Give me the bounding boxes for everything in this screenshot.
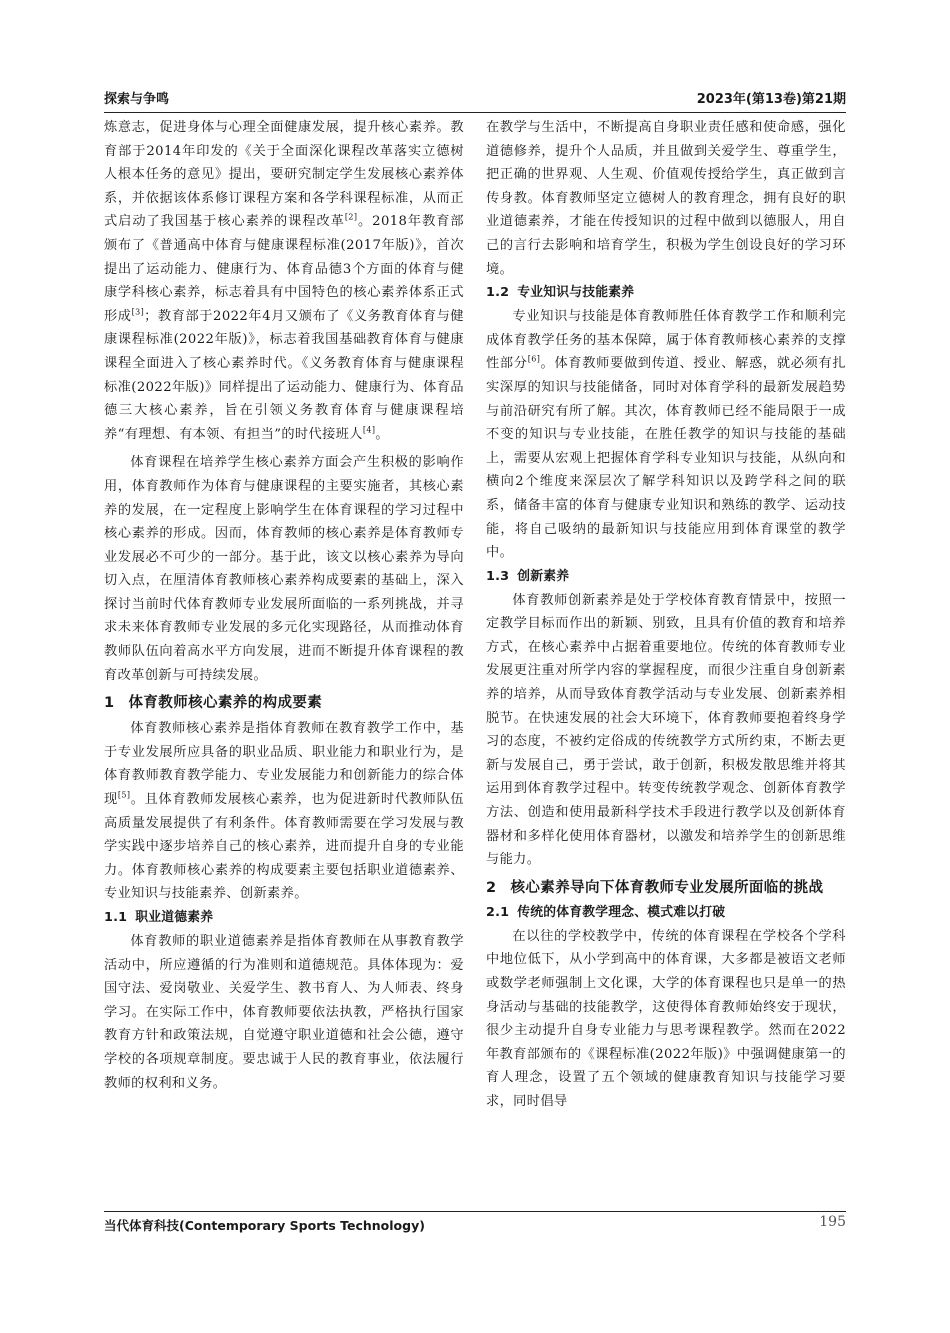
paragraph: 专业知识与技能是体育教师胜任体育教学工作和顺利完成体育教学任务的基本保障，属于体育教师核心素养的支撑性部分[6]。体育教师要做到传道、授业、解惑，就必须有扎实深厚的知识与技能储备，同时对体育学科的最新发展趋势与前沿研究有所了解。其次，体育教师已经不能局限于一成不变的知识与专业技能，在胜任教学的知识与技能的基础上，需要从宏观上把握体育学科专业知识与技能，从纵向和横向2个维度来深层次了解学科知识以及跨学科之间的联系，储备丰富的体育与健康专业知识和熟练的教学、运动技能，将自己吸纳的最新知识与技能应用到体育课堂的教学中。: [486, 309, 846, 561]
left-column: [104, 116, 464, 1095]
subsection-heading: 1.1 职业道德素养: [104, 910, 214, 925]
citation: [3]: [131, 307, 145, 317]
page-footer: [104, 1216, 846, 1236]
citation: [6]: [527, 354, 541, 364]
paragraph: 体育教师的职业道德素养是指体育教师在从事教育教学活动中，所应遵循的行为准则和道德规范。具体体现为：爱国守法、爱岗敬业、关爱学生、教书育人、为人师表、终身学习。在实际工作中，体育教师要依法执教，严格执行国家教育方针和政策法规，自觉遵守职业道德和社会公德，遵守学校的各项规章制度。要忠诚于人民的教育事业，依法履行教师的权利和义务。: [104, 934, 464, 1091]
header-section: 探索与争鸣: [104, 92, 170, 107]
paragraph: 体育教师核心素养是指体育教师在教育教学工作中，基于专业发展所应具备的职业品质、职业能力和职业行为，是体育教师教育教学能力、专业发展能力和创新能力的综合体现[5]。且体育教师发展核心素养，也为促进新时代教师队伍高质量发展提供了有利条件。体育教师需要在学习发展与教学实践中逐步培养自己的核心素养，进而提升自身的专业能力。体育教师核心素养的构成要素主要包括职业道德素养、专业知识与技能素养、创新素养。: [104, 721, 464, 902]
subsection-heading: 1.3 创新素养: [486, 568, 570, 584]
citation: [2]: [344, 212, 358, 222]
citation: [5]: [117, 790, 131, 800]
header-issue: 2023年(第13卷)第21期: [696, 92, 846, 107]
footer-rule: [104, 1211, 846, 1212]
header-rule: [104, 112, 846, 113]
paragraph: 体育教师创新素养是处于学校体育教育情景中，按照一定教学目标而作出的新颖、别致，且具有价值的教育和培养方式，在核心素养中占据着重要地位。传统的体育教师专业发展更注重对所学内容的掌握程度，而很少注重自身创新素养的培养，从而导致体育教学活动与专业发展、创新素养相脱节。在快速发展的社会大环境下，体育教师要抱着终身学习的态度，不被约定俗成的传统教学方式所约束，不断去更新与发展自己，勇于尝试，敢于创新，积极发散思维并将其运用到体育教学过程中。转变传统教学观念、创新体育教学方法、创造和使用最新科学技术手段进行教学以及创新体育器材和多样化使用体育器材，以激发和培养学生的创新思维与能力。: [486, 592, 846, 868]
right-column: [486, 116, 846, 1114]
citation: [4]: [362, 425, 376, 435]
subsection-heading: 1.2 专业知识与技能素养: [486, 285, 635, 301]
paragraph: 在教学与生活中，不断提高自身职业责任感和使命感，强化道德修养，提升个人品质，并且做到关爱学生、尊重学生，把正确的世界观、人生观、价值观传授给学生，真正做到言传身教。体育教师坚定立德树人的教育理念，拥有良好的职业道德素养，才能在传授知识的过程中做到以德服人，用自己的言行去影响和培育学生，积极为学生创设良好的学习环境。: [486, 120, 846, 277]
paragraph: 在以往的学校教学中，传统的体育课程在学校各个学科中地位低下，从小学到高中的体育课，大多都是被语文老师或数学老师强制上文化课，大学的体育课程也只是单一的热身活动与基础的技能教学，这使得体育教师始终安于现状，很少主动提升自身专业能力与思考课程教学。然而在2022年教育部颁布的《课程标准(2022年版)》中强调健康第一的育人理念，设置了五个领域的健康教育知识与技能学习要求，同时倡导: [486, 928, 846, 1109]
page-number: 195: [819, 1214, 846, 1230]
journal-name: 当代体育科技(Contemporary Sports Technology): [104, 1218, 425, 1233]
paragraph: 炼意志，促进身体与心理全面健康发展，提升核心素养。教育部于2014年印发的《关于全面深化课程改革落实立德树人根本任务的意见》提出，要研究制定学生发展核心素养体系，并依据该体系修订课程方案和各学科课程标准，从而正式启动了我国基于核心素养的课程改革[2]。2018年教育部颁布了《普通高中体育与健康课程标准(2017年版)》，首次提出了运动能力、健康行为、体育品德3个方面的体育与健康学科核心素养，标志着具有中国特色的核心素养体系正式形成[3]；教育部于2022年4月又颁布了《义务教育体育与健康课程标准(2022年版)》，标志着我国基础教育体育与健康课程全面进入了核心素养时代。《义务教育体育与健康课程标准(2022年版)》同样提出了运动能力、健康行为、体育品德三大核心素养，旨在引领义务教育体育与健康课程培养“有理想、有本领、有担当”的时代接班人[4]。: [104, 120, 464, 442]
page-header: [104, 88, 846, 108]
paragraph: 体育课程在培养学生核心素养方面会产生积极的影响作用，体育教师作为体育与健康课程的主要实施者，其核心素养的发展，在一定程度上影响学生在体育课程的学习过程中核心素养的形成。因而，体育教师的核心素养是体育教师专业发展必不可少的一部分。基于此，该文以核心素养为导向切入点，在厘清体育教师核心素养构成要素的基础上，深入探讨当前时代体育教师专业发展所面临的一系列挑战，并寻求未来体育教师专业发展的多元化实现路径，从而推动体育教师队伍向着高水平方向发展，进而不断提升体育课程的教育改革创新与可持续发展。: [104, 455, 464, 683]
subsection-heading: 2.1 传统的体育教学理念、模式难以打破: [486, 904, 726, 920]
section-heading: 2 核心素养导向下体育教师专业发展所面临的挑战: [486, 879, 824, 896]
section-heading: 1 体育教师核心素养的构成要素: [104, 695, 323, 712]
